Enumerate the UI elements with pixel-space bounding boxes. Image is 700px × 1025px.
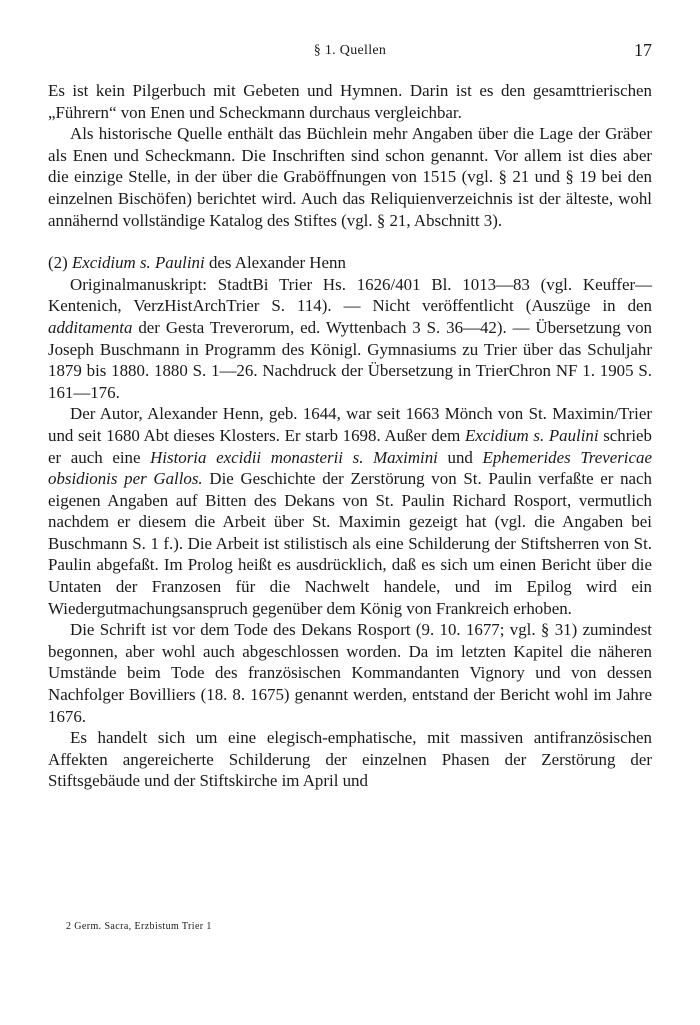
- running-title: § 1. Quellen: [313, 43, 387, 58]
- italic-ephemerides-title: Ephemerides Trevericae obsidionis per Gallos.: [48, 447, 652, 489]
- body-text: [48, 80, 652, 792]
- section-heading-excidium: [48, 252, 652, 274]
- section-title-rest: des Alexander Henn: [208, 253, 346, 273]
- running-head: [48, 40, 652, 65]
- paragraph-dating: Die Schrift ist vor dem Tode des Dekans Rosport (9. 10. 1677; vgl. § 31) zumindest begonnen, aber wohl auch abgeschlossen worden. Da im letzten Kapitel die näheren Umstände beim Tode des französischen Kommandanten Vignory und von dessen Nachfolger Bovilliers (18. 8. 1675) genannt werden, entstand der Bericht wohl im Jahre 1676.: [48, 620, 652, 726]
- paragraph-author: Der Autor, Alexander Henn, geb. 1644, war seit 1663 Mönch von St. Maximin/Trier und seit 1680 Abt dieses Klosters. Er starb 1698. Außer dem Excidium s. Paulini schrieb er auch eine Historia excidii monasterii s. Maximini und Ephemerides Trevericae obsidionis per Gallos. Die Geschichte der Zerstörung von St. Paulin verfaßte er nach eigenen Angaben auf Bitten des Dekans von St. Paulin Richard Rosport, vermutlich nachdem er diesem die Arbeit über St. Maximin gezeigt hat (vgl. die Angaben bei Buschmann S. 1 f.). Die Arbeit ist stilistisch als eine Schilderung der Stiftsherren von St. Paulin abgefaßt. Im Prolog heißt es ausdrücklich, daß es sich um einen Bericht über die Untaten der Franzosen für die Nachwelt handele, und im Epilog wird ein Wiedergutmachungsanspruch gegenüber dem König von Frankreich erhoben.: [48, 404, 652, 618]
- sheet-signature: 2 Germ. Sacra, Erzbistum Trier 1: [66, 921, 212, 932]
- italic-historia-title: Historia excidii monasterii s. Maximini: [150, 447, 438, 467]
- paragraph-character: Es handelt sich um eine elegisch-emphatische, mit massiven antifranzösischen Affekten angereicherte Schilderung der einzelnen Phasen der Zerstörung der Stiftsgebäude und der Stiftskirche im April und: [48, 728, 652, 791]
- page-number: 17: [634, 40, 652, 60]
- section-title-italic: Excidium s. Paulini: [71, 253, 205, 273]
- italic-additamenta: additamenta: [48, 317, 133, 337]
- section-number: (2): [48, 253, 68, 273]
- paragraph-historical-source: Als historische Quelle enthält das Büchlein mehr Angaben über die Lage der Gräber als Enen und Scheckmann. Die Inschriften sind schon genannt. Vor allem ist dies aber die einzige Stelle, in der über die Graböffnungen von 1515 (vgl. § 21 und § 19 bei den einzelnen Bischöfen) berichtet wird. Auch das Reliquienverzeichnis ist der älteste, wohl annähernd vollständige Katalog des Stiftes (vgl. § 21, Abschnitt 3).: [48, 124, 652, 230]
- italic-excidium-title: Excidium s. Paulini: [464, 425, 599, 445]
- paragraph-manuscript: Originalmanuskript: StadtBi Trier Hs. 1626/401 Bl. 1013—83 (vgl. Keuffer—Kentenich, VerzHistArchTrier S. 114). — Nicht veröffentlicht (Auszüge in den additamenta der Gesta Treverorum, ed. Wyttenbach 3 S. 36—42). — Übersetzung von Joseph Buschmann in Programm des Königl. Gymnasiums zu Trier über das Schuljahr 1879 bis 1880. 1880 S. 1—26. Nachdruck der Übersetzung in TrierChron NF 1. 1905 S. 161—176.: [48, 274, 652, 402]
- paragraph-pilgrim-book: Es ist kein Pilgerbuch mit Gebeten und Hymnen. Darin ist es den gesamttrierischen „Führern“ von Enen und Scheckmann durchaus vergleichbar.: [48, 81, 652, 122]
